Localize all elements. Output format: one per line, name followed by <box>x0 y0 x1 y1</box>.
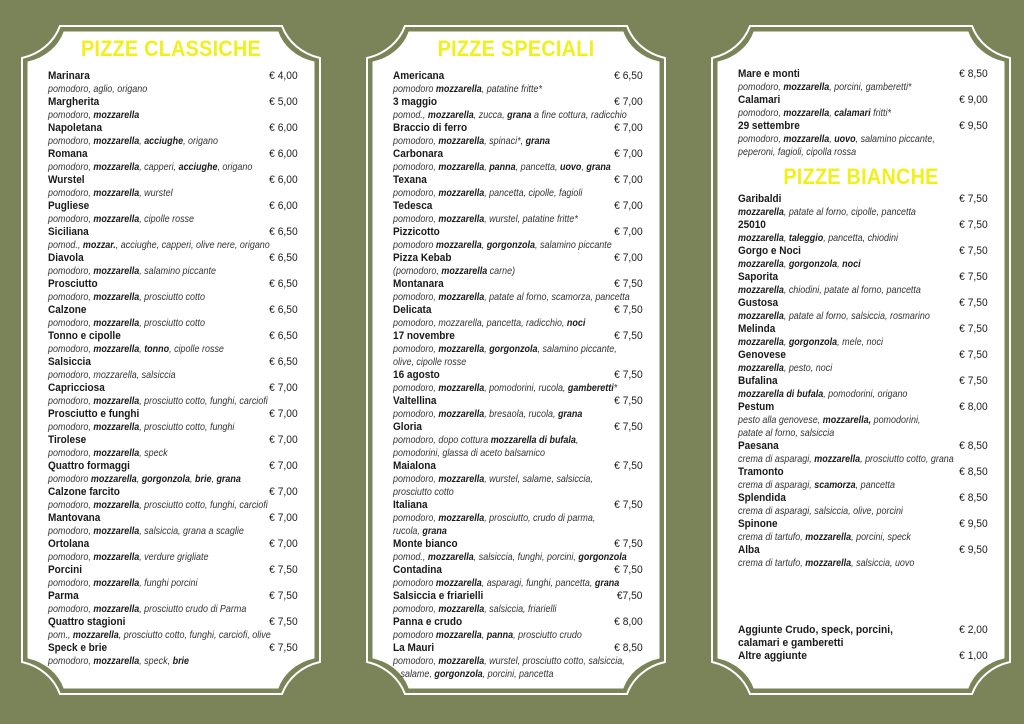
menu-item <box>48 460 298 486</box>
panel-speciali <box>365 24 667 696</box>
menu-item <box>393 96 643 122</box>
menu-item-name: Valtellina <box>393 395 437 407</box>
menu-item-price: € 7,50 <box>614 564 643 576</box>
menu-item-name: Carbonara <box>393 148 444 160</box>
menu-item-ingredients: crema di asparagi, mozzarella, prosciutto cotto, grana <box>738 454 954 465</box>
menu-item-ingredients: pomodoro, mozzarella, prosciutto cotto, funghi <box>48 422 235 433</box>
menu-item-ingredients: pomodoro, mozzarella, prosciutto cotto <box>48 318 205 329</box>
menu-item-price: € 7,00 <box>269 434 298 446</box>
menu-item-name: Capricciosa <box>48 382 105 394</box>
menu-item-ingredients: pomodoro, mozzarella, cipolle rosse <box>48 214 195 225</box>
menu-item <box>393 590 643 616</box>
menu-item <box>738 120 988 159</box>
menu-item-price: € 6,00 <box>269 200 298 212</box>
menu-item-name: 16 agosto <box>393 369 440 381</box>
menu-item-name: Maialona <box>393 460 436 472</box>
menu-item-ingredients: pomodorini, glassa di aceto balsamico <box>393 448 545 459</box>
menu-item <box>48 564 298 590</box>
menu-item-ingredients: pomodoro, mozzarella, salsiccia <box>48 370 176 381</box>
menu-item-ingredients: pomodoro mozzarella, gorgonzola, brie, grana <box>48 474 241 485</box>
menu-item-name: Melinda <box>738 323 776 335</box>
menu-item-price: € 7,50 <box>959 375 988 387</box>
menu-item-price: € 7,00 <box>614 122 643 134</box>
menu-item-ingredients: pomodoro, mozzarella, prosciutto cotto, funghi, carciofi <box>48 500 268 511</box>
section-title-bianche: PIZZE BIANCHE <box>783 164 939 189</box>
menu-item-ingredients: pomodoro, mozzarella, pomodorini, rucola, gamberetti* <box>393 383 618 394</box>
menu-item <box>48 96 298 122</box>
panel-classiche <box>20 24 322 696</box>
menu-item <box>393 330 643 369</box>
menu-item-ingredients: pomodoro, mozzarella, salsiccia, friarielli <box>393 604 557 615</box>
extras-list <box>738 624 988 663</box>
menu-item-ingredients: pomodoro, mozzarella, patate al forno, scamorza, pancetta <box>393 292 630 303</box>
menu-item-ingredients: pomodoro, aglio, origano <box>48 84 148 95</box>
menu-item-price: € 8,50 <box>959 466 988 478</box>
menu-item-ingredients: pomodoro mozzarella, patatine fritte* <box>393 84 543 95</box>
menu-item-price: € 7,50 <box>614 369 643 381</box>
menu-item <box>48 278 298 304</box>
menu-item-ingredients: pesto alla genovese, mozzarella, pomodorini, <box>738 415 921 426</box>
menu-item-price: € 9,50 <box>959 544 988 556</box>
menu-item-name: Prosciutto <box>48 278 98 290</box>
menu-item <box>393 200 643 226</box>
menu-item <box>738 94 988 120</box>
menu-item <box>393 70 643 96</box>
extra-row <box>738 650 988 663</box>
menu-item <box>738 440 988 466</box>
menu-list-classiche <box>48 70 298 668</box>
menu-item-name: Tedesca <box>393 200 433 212</box>
menu-item <box>48 70 298 96</box>
menu-item-name: Salsiccia e friarielli <box>393 590 484 602</box>
menu-item <box>393 499 643 538</box>
menu-item-price: € 7,50 <box>959 349 988 361</box>
menu-item-price: € 7,50 <box>959 245 988 257</box>
menu-item-ingredients: pomodoro mozzarella, asparagi, funghi, pancetta, grana <box>393 578 620 589</box>
menu-item-ingredients: prosciutto cotto <box>393 487 454 498</box>
menu-item <box>738 271 988 297</box>
menu-item-price: € 4,00 <box>269 70 298 82</box>
menu-item-price: € 6,00 <box>269 148 298 160</box>
menu-item-name: Spinone <box>738 518 778 530</box>
menu-item-name: Siciliana <box>48 226 89 238</box>
menu-item-price: € 7,50 <box>269 564 298 576</box>
menu-item-price: € 7,50 <box>614 304 643 316</box>
extra-label: Aggiunte Crudo, speck, porcini, calamari e gamberetti <box>738 624 893 649</box>
section-title-speciali: PIZZE SPECIALI <box>437 36 595 61</box>
panel-bianche <box>710 24 1012 696</box>
menu-item-name: Salsiccia <box>48 356 91 368</box>
menu-item-ingredients: pom., mozzarella, prosciutto cotto, funghi, carciofi, olive <box>48 630 271 641</box>
menu-item-price: € 7,00 <box>614 174 643 186</box>
menu-item <box>48 538 298 564</box>
menu-item-name: Pugliese <box>48 200 90 212</box>
menu-item-name: Pestum <box>738 401 775 413</box>
menu-item-price: € 7,50 <box>614 278 643 290</box>
menu-item-name: Bufalina <box>738 375 778 387</box>
menu-item-name: Garibaldi <box>738 193 782 205</box>
menu-item-price: € 7,50 <box>614 460 643 472</box>
menu-item-price: € 7,00 <box>614 252 643 264</box>
menu-item-ingredients: pomodoro, mozzarella, bresaola, rucola, grana <box>393 409 583 420</box>
menu-item-name: Tirolese <box>48 434 87 446</box>
menu-item-ingredients: pomodoro, mozzarella, speck <box>48 448 168 459</box>
menu-item-ingredients: pomodoro, mozzarella, gorgonzola, salamino piccante, <box>393 344 617 355</box>
menu-item <box>48 382 298 408</box>
menu-item-price: € 8,50 <box>959 492 988 504</box>
menu-item-ingredients: pomodoro, mozzarella, tonno, cipolle rosse <box>48 344 224 355</box>
menu-item-ingredients: mozzarella, patate al forno, salsiccia, rosmarino <box>738 311 930 322</box>
extra-label: Altre aggiunte <box>738 650 807 662</box>
menu-item-price: € 7,50 <box>269 616 298 628</box>
menu-item-name: La Mauri <box>393 642 435 654</box>
menu-item <box>738 193 988 219</box>
menu-item-name: Braccio di ferro <box>393 122 468 134</box>
menu-item-ingredients: pomodoro mozzarella, gorgonzola, salamino piccante <box>393 240 612 251</box>
menu-item-name: Mare e monti <box>738 68 800 80</box>
menu-item-name: 3 maggio <box>393 96 438 108</box>
menu-item-name: Tonno e cipolle <box>48 330 121 342</box>
menu-item <box>48 226 298 252</box>
menu-item-name: Montanara <box>393 278 444 290</box>
menu-item-ingredients: pomodoro, mozzarella, prosciutto cotto <box>48 292 205 303</box>
menu-item-name: Gloria <box>393 421 422 433</box>
menu-item-price: € 6,50 <box>269 356 298 368</box>
menu-item-name: Quattro formaggi <box>48 460 130 472</box>
menu-item-price: € 7,00 <box>269 512 298 524</box>
menu-item <box>738 375 988 401</box>
menu-item-name: Pizzicotto <box>393 226 440 238</box>
menu-item-ingredients: mozzarella, gorgonzola, noci <box>738 259 861 270</box>
menu-item-price: € 7,50 <box>959 297 988 309</box>
menu-item-price: € 6,50 <box>614 70 643 82</box>
menu-item-ingredients: crema di tartufo, mozzarella, porcini, speck <box>738 532 911 543</box>
menu-item <box>393 460 643 499</box>
menu-item-ingredients: pomodoro, mozzarella, wurstel <box>48 188 173 199</box>
menu-item-name: Tramonto <box>738 466 784 478</box>
menu-item-ingredients: pomod., mozzar., acciughe, capperi, olive nere, origano <box>48 240 270 251</box>
menu-item-ingredients: pomodoro, mozzarella, salsiccia, grana a scaglie <box>48 526 244 537</box>
menu-item-price: € 6,50 <box>269 304 298 316</box>
menu-item-ingredients: pomodoro mozzarella, panna, prosciutto crudo <box>393 630 582 641</box>
menu-item-name: Italiana <box>393 499 428 511</box>
menu-item-price: € 7,50 <box>959 323 988 335</box>
menu-item <box>48 616 298 642</box>
menu-item-ingredients: pomodoro, mozzarella, prosciutto crudo di Parma <box>48 604 247 615</box>
menu-item <box>48 200 298 226</box>
menu-item <box>393 395 643 421</box>
menu-item-name: Mantovana <box>48 512 101 524</box>
menu-item-name: Splendida <box>738 492 786 504</box>
menu-item-price: € 7,00 <box>614 200 643 212</box>
menu-item-price: € 7,00 <box>269 382 298 394</box>
menu-item-ingredients: mozzarella, gorgonzola, mele, noci <box>738 337 883 348</box>
menu-item <box>393 642 643 681</box>
menu-item-ingredients: pomodoro, mozzarella, prosciutto cotto, funghi, carciofi <box>48 396 268 407</box>
menu-item-price: € 6,50 <box>269 226 298 238</box>
menu-item-name: Americana <box>393 70 445 82</box>
menu-item-name: Pizza Kebab <box>393 252 452 264</box>
menu-item-ingredients: pomodoro, mozzarella, pancetta, radicchio, noci <box>393 318 586 329</box>
menu-item <box>393 616 643 642</box>
menu-item-ingredients: mozzarella, chiodini, patate al forno, pancetta <box>738 285 921 296</box>
menu-item-price: € 7,00 <box>269 408 298 420</box>
menu-item <box>738 68 988 94</box>
menu-item-ingredients: pomodoro, mozzarella, verdure grigliate <box>48 552 209 563</box>
menu-item-ingredients: pomodoro, mozzarella, funghi porcini <box>48 578 198 589</box>
menu-item-ingredients: pomodoro, mozzarella, prosciutto, crudo di parma, <box>393 513 596 524</box>
menu-item-price: € 6,50 <box>269 330 298 342</box>
menu-item-name: Parma <box>48 590 79 602</box>
menu-item-name: Margherita <box>48 96 100 108</box>
menu-item-name: Contadina <box>393 564 443 576</box>
menu-item-ingredients: pomodoro, mozzarella, spinaci*, grana <box>393 136 550 147</box>
menu-item <box>48 330 298 356</box>
menu-item-ingredients: pomodoro, mozzarella, acciughe, origano <box>48 136 218 147</box>
menu-item-price: € 7,00 <box>269 486 298 498</box>
menu-item-ingredients: crema di tartufo, mozzarella, salsiccia, uovo <box>738 558 915 569</box>
menu-item-price: € 7,50 <box>959 219 988 231</box>
menu-item <box>48 174 298 200</box>
menu-item-price: € 7,00 <box>614 96 643 108</box>
menu-item <box>48 590 298 616</box>
menu-item-ingredients: patate al forno, salsiccia <box>738 428 835 439</box>
menu-item-name: Saporita <box>738 271 779 283</box>
menu-item <box>393 122 643 148</box>
menu-item <box>48 356 298 382</box>
menu-item-name: Wurstel <box>48 174 85 186</box>
menu-item <box>393 538 643 564</box>
menu-item-ingredients: pomodoro, mozzarella, wurstel, patatine fritte* <box>393 214 578 225</box>
menu-item-ingredients: pomodoro, mozzarella, pancetta, cipolle, fagioli <box>393 188 583 199</box>
menu-item <box>738 349 988 375</box>
menu-list-bianche <box>738 193 988 570</box>
menu-item-price: € 7,50 <box>959 271 988 283</box>
menu-item-name: Paesana <box>738 440 779 452</box>
menu-item-ingredients: pomod., mozzarella, salsiccia, funghi, porcini, gorgonzola <box>393 552 627 563</box>
menu-item-ingredients: pomodoro, mozzarella, porcini, gamberetti* <box>738 82 912 93</box>
menu-item-name: 17 novembre <box>393 330 455 342</box>
menu-item-price: € 7,50 <box>614 330 643 342</box>
menu-item <box>393 278 643 304</box>
menu-item-ingredients: mozzarella, patate al forno, cipolle, pancetta <box>738 207 916 218</box>
menu-item-ingredients: salame, gorgonzola, porcini, pancetta <box>393 669 554 680</box>
menu-item-ingredients: pomodoro, dopo cottura mozzarella di bufala, <box>393 435 579 446</box>
menu-item <box>48 304 298 330</box>
menu-item <box>738 297 988 323</box>
menu-item-ingredients: crema di asparagi, salsiccia, olive, porcini <box>738 506 903 517</box>
menu-item-ingredients: mozzarella, pesto, noci <box>738 363 833 374</box>
menu-item <box>48 486 298 512</box>
menu-item-price: € 8,50 <box>959 440 988 452</box>
menu-item-price: € 9,50 <box>959 120 988 132</box>
menu-item-price: € 7,00 <box>614 226 643 238</box>
menu-list-mare <box>738 68 988 159</box>
menu-item-price: € 8,00 <box>959 401 988 413</box>
menu-item <box>393 304 643 330</box>
menu-item-name: Calamari <box>738 94 781 106</box>
menu-item-ingredients: pomodoro, mozzarella, speck, brie <box>48 656 190 667</box>
menu-item-ingredients: pomodoro, mozzarella, capperi, acciughe, origano <box>48 162 253 173</box>
menu-item-name: Alba <box>738 544 760 556</box>
menu-item-name: Romana <box>48 148 88 160</box>
menu-item-price: € 7,50 <box>614 421 643 433</box>
menu-item-price: € 7,50 <box>614 395 643 407</box>
menu-item-price: € 7,50 <box>269 642 298 654</box>
menu-item-name: Ortolana <box>48 538 90 550</box>
extra-row <box>738 624 988 650</box>
menu-item-name: Prosciutto e funghi <box>48 408 140 420</box>
menu-item <box>48 434 298 460</box>
section-title-classiche: PIZZE CLASSICHE <box>80 36 262 61</box>
menu-item-name: Genovese <box>738 349 786 361</box>
menu-item-price: € 9,50 <box>959 518 988 530</box>
menu-item-name: Gustosa <box>738 297 779 309</box>
menu-item-price: € 9,00 <box>959 94 988 106</box>
menu-item-name: Texana <box>393 174 427 186</box>
menu-list-speciali <box>393 70 643 681</box>
menu-item-price: € 8,50 <box>959 68 988 80</box>
menu-item <box>738 518 988 544</box>
menu-item-ingredients: crema di asparagi, scamorza, pancetta <box>738 480 895 491</box>
menu-item <box>738 544 988 570</box>
menu-item-ingredients: mozzarella di bufala, pomodorini, origano <box>738 389 908 400</box>
menu-item-ingredients: pomodoro, mozzarella <box>48 110 140 121</box>
menu-item-name: Monte bianco <box>393 538 458 550</box>
menu-item <box>393 564 643 590</box>
menu-item-name: Diavola <box>48 252 84 264</box>
menu-item <box>738 401 988 440</box>
menu-item-ingredients: pomodoro, mozzarella, uovo, salamino piccante, <box>738 134 935 145</box>
menu-item-ingredients: (pomodoro, mozzarella carne) <box>393 266 516 277</box>
menu-item-price: € 8,00 <box>614 616 643 628</box>
menu-item <box>738 245 988 271</box>
menu-item-name: Panna e crudo <box>393 616 463 628</box>
menu-item-name: Calzone farcito <box>48 486 120 498</box>
menu-item-price: €7,50 <box>617 590 643 602</box>
menu-item <box>393 226 643 252</box>
menu-item-name: 29 settembre <box>738 120 800 132</box>
menu-item-ingredients: pomodoro, mozzarella, salamino piccante <box>48 266 216 277</box>
menu-item-name: Gorgo e Noci <box>738 245 801 257</box>
menu-item-ingredients: rucola, grana <box>393 526 447 537</box>
menu-item-price: € 7,00 <box>269 460 298 472</box>
menu-item-ingredients: pomodoro, mozzarella, wurstel, prosciutto cotto, salsiccia, <box>393 656 625 667</box>
menu-item-name: Marinara <box>48 70 90 82</box>
menu-item-name: Quattro stagioni <box>48 616 126 628</box>
menu-item <box>48 512 298 538</box>
menu-item <box>48 252 298 278</box>
menu-item-name: 25010 <box>738 219 766 231</box>
menu-item-ingredients: pomod., mozzarella, zucca, grana a fine cottura, radicchio <box>393 110 627 121</box>
menu-item <box>48 642 298 668</box>
menu-item-name: Napoletana <box>48 122 103 134</box>
menu-item-name: Delicata <box>393 304 432 316</box>
menu-item-price: € 5,00 <box>269 96 298 108</box>
menu-item-name: Porcini <box>48 564 82 576</box>
menu-item-ingredients: pomodoro, mozzarella, calamari fritti* <box>738 108 892 119</box>
menu-item-price: € 6,50 <box>269 252 298 264</box>
menu-item <box>393 421 643 460</box>
menu-item-price: € 7,00 <box>269 538 298 550</box>
menu-item-price: € 7,50 <box>614 499 643 511</box>
menu-item-price: € 7,50 <box>959 193 988 205</box>
menu-item <box>738 219 988 245</box>
menu-item-name: Speck e brie <box>48 642 108 654</box>
menu-item <box>393 369 643 395</box>
menu-item-price: € 6,00 <box>269 122 298 134</box>
menu-item-ingredients: mozzarella, taleggio, pancetta, chiodini <box>738 233 898 244</box>
menu-item <box>738 323 988 349</box>
menu-item-ingredients: pomodoro, mozzarella, wurstel, salame, salsiccia, <box>393 474 593 485</box>
menu-item-price: € 8,50 <box>614 642 643 654</box>
menu-item-ingredients: olive, cipolle rosse <box>393 357 467 368</box>
extra-price: € 2,00 <box>959 624 988 636</box>
menu-item <box>48 148 298 174</box>
menu-item <box>393 148 643 174</box>
menu-item-price: € 7,00 <box>614 148 643 160</box>
menu-item-ingredients: pomodoro, mozzarella, panna, pancetta, uovo, grana <box>393 162 611 173</box>
menu-item <box>738 466 988 492</box>
menu-item <box>48 408 298 434</box>
extra-price: € 1,00 <box>959 650 988 662</box>
menu-item-name: Calzone <box>48 304 87 316</box>
menu-item-price: € 7,50 <box>269 590 298 602</box>
menu-item-price: € 7,50 <box>614 538 643 550</box>
menu-item <box>393 252 643 278</box>
menu-item <box>738 492 988 518</box>
menu-item <box>393 174 643 200</box>
menu-item-ingredients: peperoni, fagioli, cipolla rossa <box>738 147 857 158</box>
menu-item-price: € 6,00 <box>269 174 298 186</box>
menu-item-price: € 6,50 <box>269 278 298 290</box>
menu-item <box>48 122 298 148</box>
